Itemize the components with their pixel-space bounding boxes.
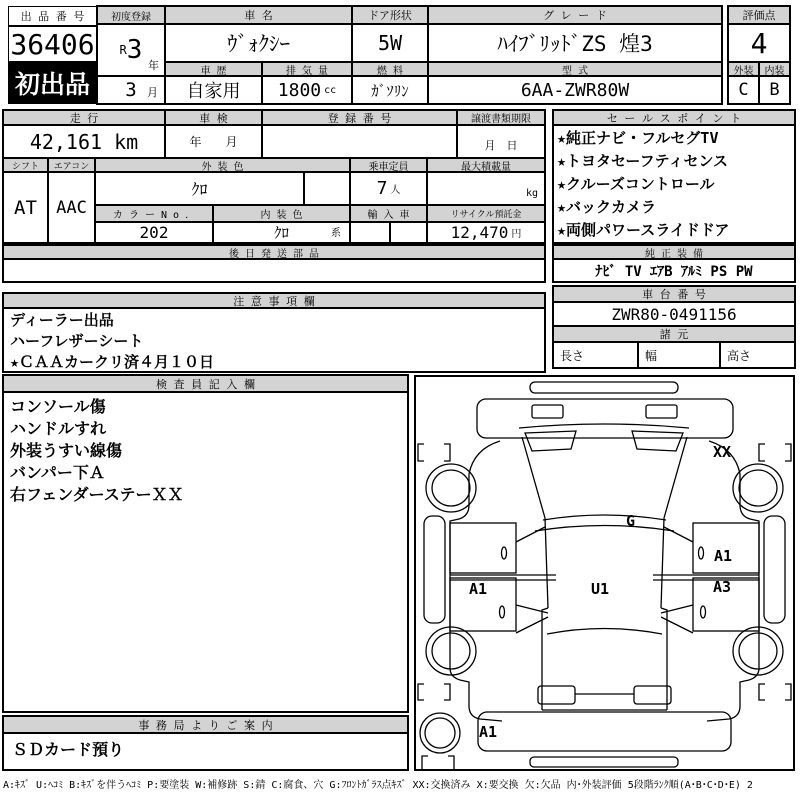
- model-code-value: 6AA-ZWR80W: [428, 76, 722, 104]
- list-item: バンパー下Ａ: [10, 463, 105, 482]
- spec-width-cell: 幅: [638, 342, 720, 368]
- capacity-number: 7: [376, 178, 388, 199]
- notes-header: 注 意 事 項 欄: [3, 293, 545, 308]
- era-letter: R: [119, 43, 127, 57]
- max-load-header: 最大積載量: [427, 158, 545, 172]
- mileage-value: 42,161 km: [3, 125, 165, 158]
- later-parts-value: [3, 259, 545, 282]
- month-unit: 月: [147, 86, 158, 99]
- year-number: 3: [126, 35, 143, 65]
- exterior-color-header: 外 装 色: [95, 158, 350, 172]
- oem-equipment-value: ﾅﾋﾞ TV ｴｱB ｱﾙﾐ PS PW: [553, 259, 795, 282]
- score-header: 評価点: [728, 6, 790, 24]
- registration-number-value: [262, 125, 457, 158]
- damage-label-a3: A3: [713, 578, 732, 596]
- later-parts-header: 後 日 発 送 部 品: [3, 245, 545, 259]
- door-shape-header: ドア形状: [352, 6, 428, 24]
- notes-list: [3, 308, 545, 372]
- office-info-list: [3, 733, 408, 770]
- capacity-value: [350, 172, 427, 205]
- recycle-deposit-header: リサイクル預託金: [427, 205, 545, 222]
- damage-labels-layer: [416, 377, 793, 769]
- car-history-header: 車 歴: [165, 62, 262, 76]
- fuel-value: ｶﾞｿﾘﾝ: [352, 76, 428, 104]
- first-registration-year: [97, 24, 165, 76]
- first-registration-month: [97, 76, 165, 104]
- aircon-header: エアコン: [48, 158, 95, 172]
- registration-number-header: 登 録 番 号: [262, 110, 457, 125]
- import-car-header: 輸 入 車: [350, 205, 427, 222]
- car-damage-diagram: [414, 375, 795, 771]
- color-no-value: 202: [95, 222, 213, 243]
- shaken-value: 年 月: [165, 125, 262, 158]
- spec-length-cell: 長さ: [553, 342, 638, 368]
- chassis-number-value: ZWR80-0491156: [553, 302, 795, 326]
- color-no-header: カ ラ ー N o ．: [95, 205, 213, 222]
- auction-number-value: 36406: [8, 26, 97, 62]
- interior-grade-value: B: [759, 76, 790, 104]
- damage-code-legend: A:ｷｽﾞ U:ﾍｺﾐ B:ｷｽﾞを伴うﾍｺﾐ P:要塗装 W:補修跡 S:錆 C:腐食、穴 G:ﾌﾛﾝﾄｶﾞﾗｽ点ｷｽﾞ XX:交換済み X:要交換 欠:欠品 内･外装評価 5段階ﾗﾝｸ順(A･B･C･D･E) 2: [3, 780, 753, 791]
- car-name-value: ｳﾞｫｸｼｰ: [165, 24, 352, 62]
- sales-points-header: セ ー ル ス ポ イ ン ト: [553, 110, 795, 125]
- inspector-notes-header: 検 査 員 記 入 欄: [3, 375, 408, 392]
- interior-color-header: 内 装 色: [213, 205, 350, 222]
- auction-number-header: 出 品 番 号: [8, 6, 97, 26]
- list-item: コンソール傷: [10, 397, 106, 416]
- model-code-header: 型 式: [428, 62, 722, 76]
- capacity-header: 乗車定員: [350, 158, 427, 172]
- fuel-header: 燃 料: [352, 62, 428, 76]
- list-item: ★両側パワースライドドア: [557, 221, 730, 239]
- chassis-number-header: 車 台 番 号: [553, 286, 795, 302]
- specs-header: 諸 元: [553, 326, 795, 342]
- exterior-color-value: ｸﾛ: [95, 172, 304, 205]
- transfer-due-value: 月 日: [457, 125, 545, 158]
- grade-header: グ レ ー ド: [428, 6, 722, 24]
- grade-value: ﾊｲﾌﾞﾘｯﾄﾞZS 煌3: [428, 24, 722, 62]
- sales-points-list: [553, 125, 795, 243]
- shift-header: シフト: [3, 158, 48, 172]
- list-item: ★バックカメラ: [557, 198, 657, 216]
- displacement-value: [262, 76, 352, 104]
- interior-color-value: [213, 222, 350, 243]
- oem-equipment-header: 純 正 装 備: [553, 245, 795, 259]
- aircon-value: AAC: [48, 172, 95, 243]
- first-registration-header: 初度登録: [97, 6, 165, 24]
- max-load-value: kg: [427, 172, 545, 205]
- interior-grade-header: 内装: [759, 62, 790, 76]
- interior-color-suffix: 系: [331, 228, 341, 239]
- spec-height-cell: 高さ: [720, 342, 795, 368]
- damage-label-xx: XX: [713, 443, 732, 461]
- recycle-unit: 円: [511, 229, 522, 240]
- car-history-value: 自家用: [165, 76, 262, 104]
- list-item: ハンドルすれ: [10, 419, 107, 438]
- year-unit: 年: [148, 59, 159, 72]
- damage-label-a1: A1: [479, 723, 498, 741]
- list-item: ★ＣＡＡカークリ済４月１０日: [10, 353, 215, 371]
- list-item: ★純正ナビ・フルセグTV: [557, 129, 719, 147]
- first-listing-badge: 初出品: [8, 62, 97, 104]
- office-info-header: 事 務 局 よ り ご 案 内: [3, 716, 408, 733]
- inspector-notes-list: [3, 392, 408, 712]
- transfer-due-header: 譲渡書類期限: [457, 110, 545, 125]
- damage-label-g: G: [626, 512, 636, 530]
- exterior-color-extra-cell: [304, 172, 350, 205]
- list-item: ハーフレザーシート: [10, 332, 144, 350]
- displacement-header: 排 気 量: [262, 62, 352, 76]
- recycle-deposit-value: [427, 222, 545, 243]
- door-shape-value: 5W: [352, 24, 428, 62]
- month-number: 3: [125, 79, 137, 101]
- list-item: 外装うすい線傷: [10, 441, 123, 460]
- list-item: ＳＤカード預り: [12, 740, 125, 759]
- import-car-cell-2: [390, 222, 427, 243]
- displacement-number: 1800: [277, 79, 322, 101]
- damage-label-a1: A1: [714, 547, 733, 565]
- list-item: ★トヨタセーフティセンス: [557, 152, 729, 170]
- exterior-grade-value: C: [728, 76, 759, 104]
- score-value: 4: [728, 24, 790, 62]
- damage-label-u1: U1: [591, 580, 610, 598]
- mileage-header: 走 行: [3, 110, 165, 125]
- import-car-cell-1: [350, 222, 390, 243]
- recycle-number: 12,470: [450, 223, 509, 242]
- car-name-header: 車 名: [165, 6, 352, 24]
- list-item: 右フェンダーステーＸＸ: [10, 485, 184, 504]
- exterior-grade-header: 外装: [728, 62, 759, 76]
- list-item: ★クルーズコントロール: [557, 175, 715, 193]
- list-item: ディーラー出品: [10, 311, 114, 329]
- damage-label-a1: A1: [469, 580, 488, 598]
- capacity-unit: 人: [390, 185, 401, 196]
- displacement-unit: cc: [324, 84, 337, 96]
- interior-color-name: ｸﾛ: [273, 224, 289, 242]
- shaken-header: 車 検: [165, 110, 262, 125]
- shift-value: AT: [3, 172, 48, 243]
